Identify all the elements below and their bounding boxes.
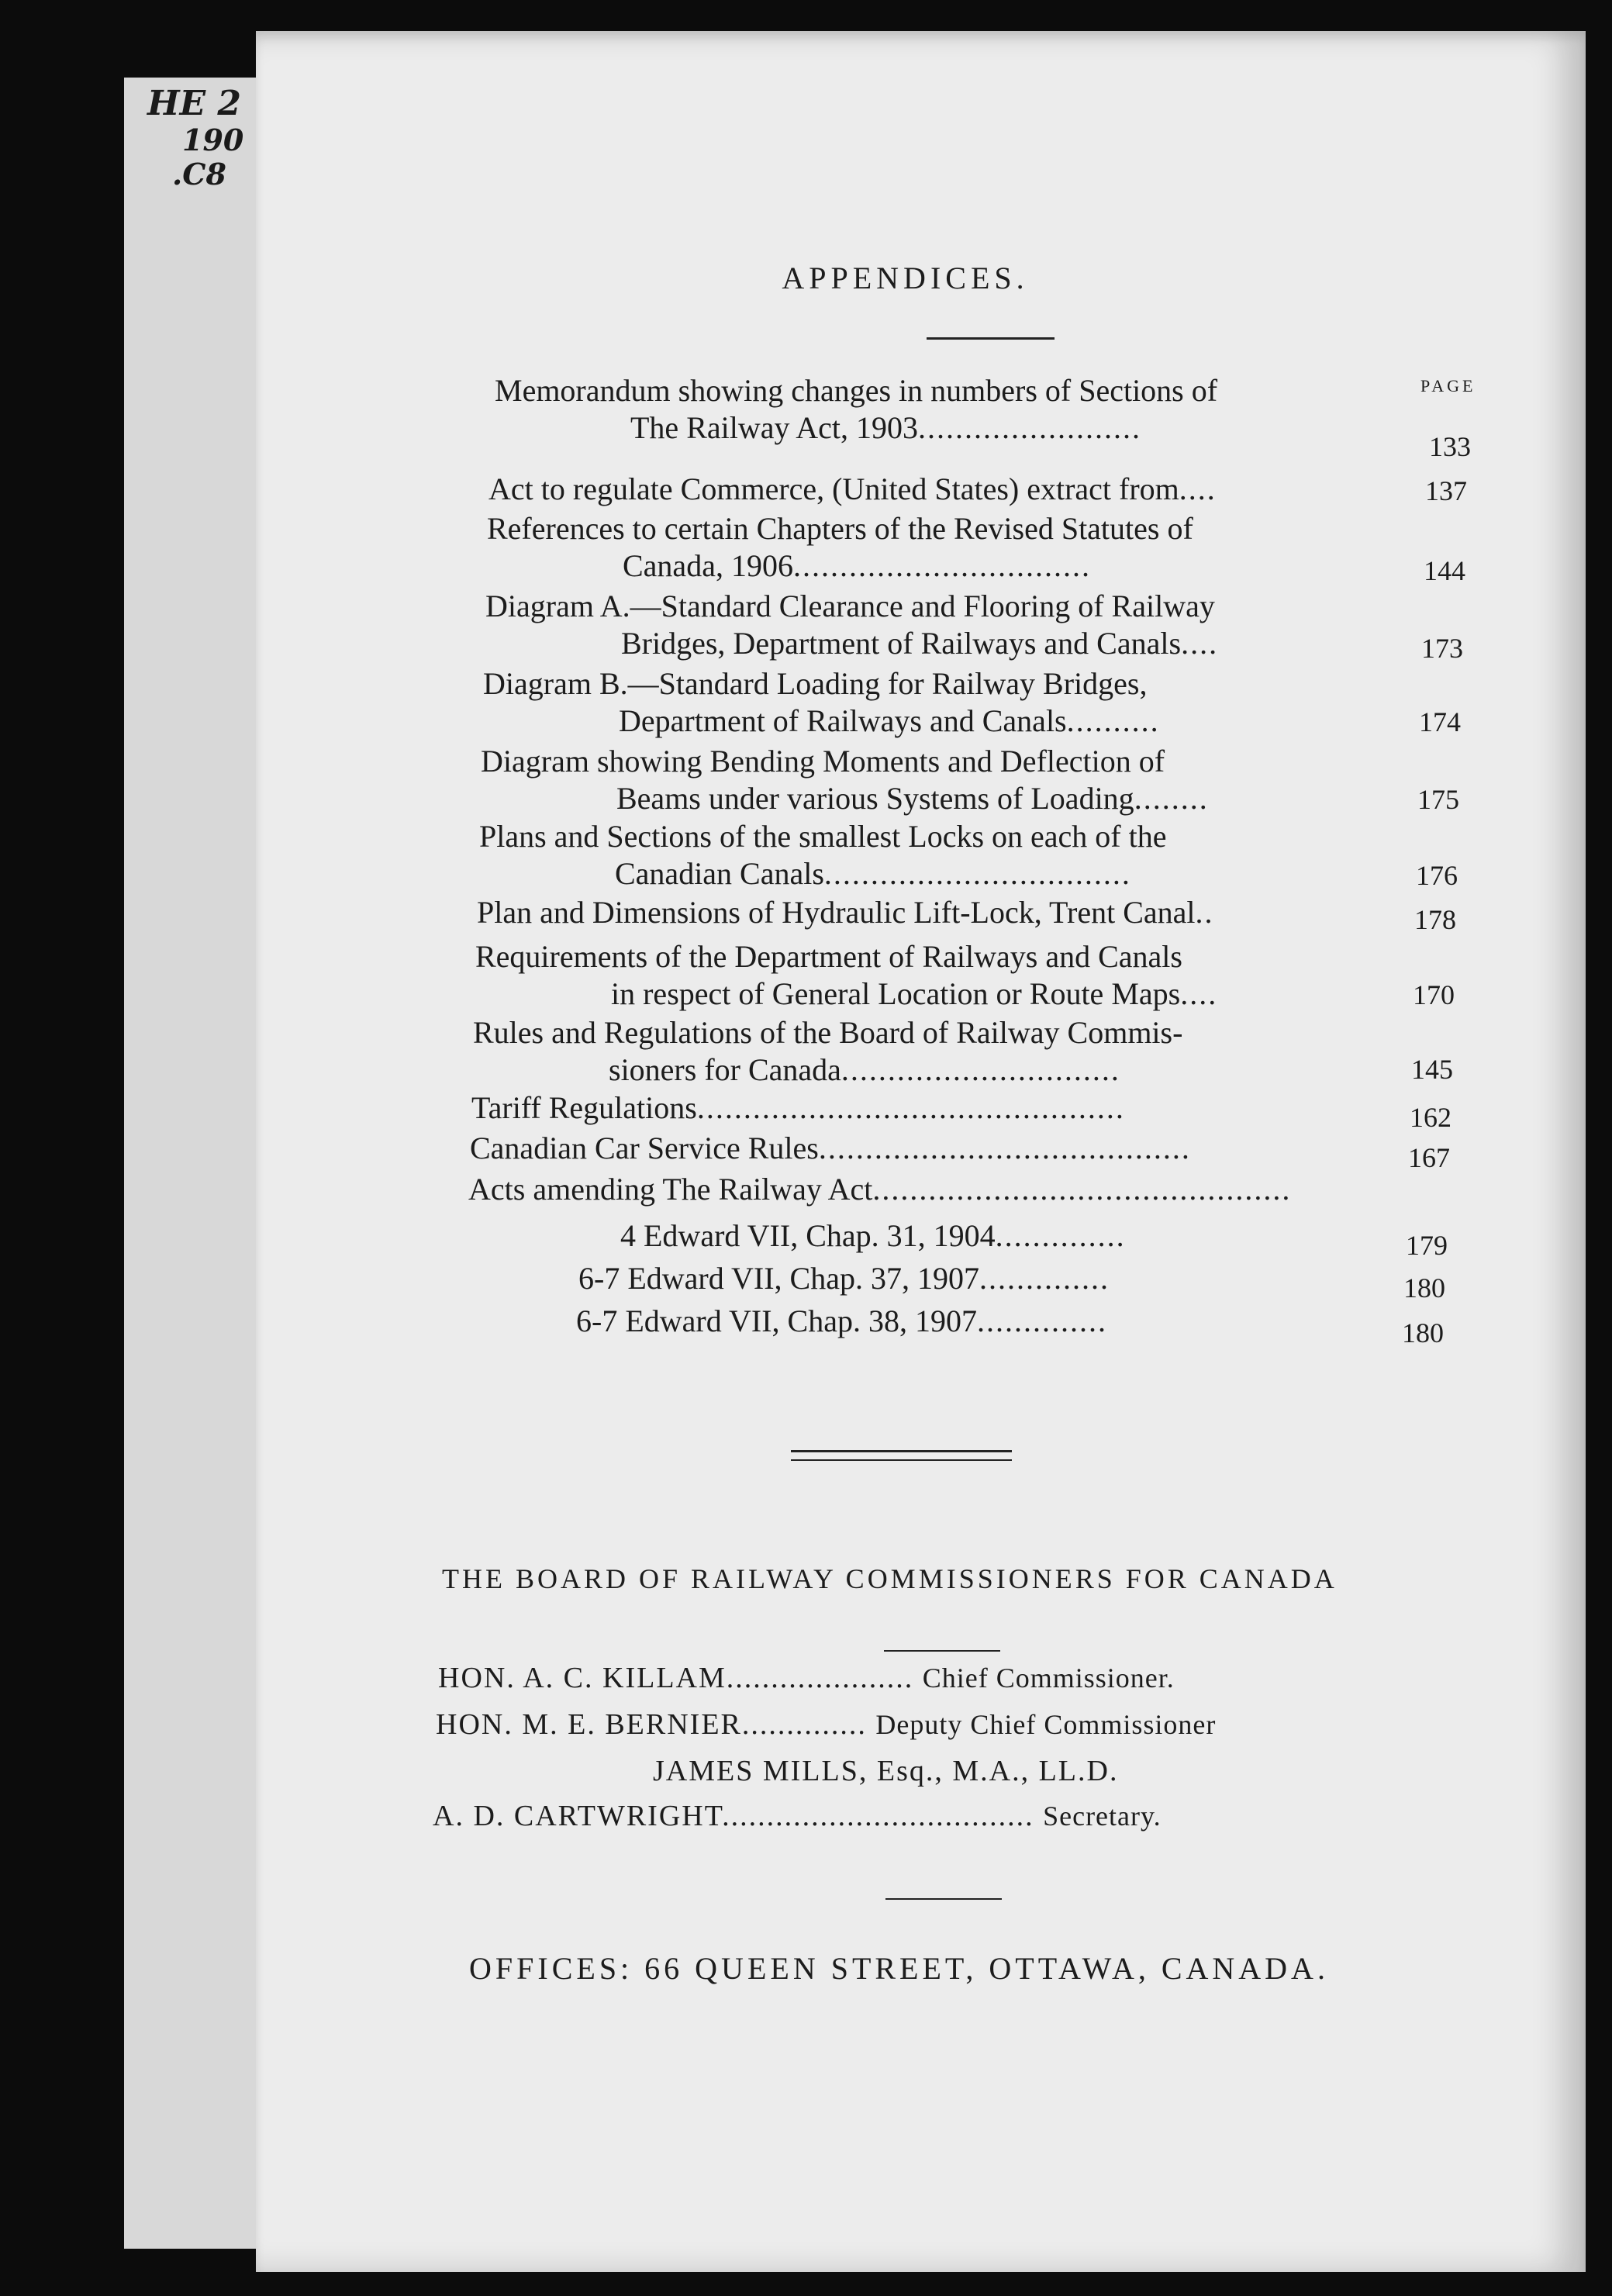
- member-name: HON. M. E. BERNIER: [436, 1708, 742, 1741]
- member-line: HON. M. E. BERNIER.............. Deputy Chief Commissioner: [436, 1708, 1217, 1741]
- document-page: [256, 31, 1586, 2272]
- entry-text: Acts amending The Railway Act: [468, 1172, 873, 1207]
- entry-text-cont: Canadian Canals: [615, 856, 824, 891]
- entry-page: 170: [1413, 979, 1455, 1010]
- entry-text: Tariff Regulations: [471, 1090, 697, 1125]
- toc-entry: Memorandum showing changes in numbers of Sections of The Railway Act, 1903........................: [495, 373, 1218, 445]
- member-line: HON. A. C. KILLAM..................... Chief Commissioner.: [438, 1662, 1175, 1694]
- back-sheet: [124, 78, 271, 2249]
- entry-text-cont: Bridges, Department of Railways and Canals: [621, 626, 1182, 661]
- entry-text-cont: in respect of General Location or Route Maps: [611, 976, 1181, 1011]
- member-name: A. D. CARTWRIGHT: [433, 1800, 723, 1832]
- member-line: A. D. CARTWRIGHT................................... Secretary.: [433, 1800, 1162, 1832]
- entry-text: Requirements of the Department of Railways and Canals: [475, 939, 1182, 974]
- entry-text: Rules and Regulations of the Board of Railway Commis-: [473, 1015, 1183, 1050]
- toc-sub-entry: 6-7 Edward VII, Chap. 37, 1907..............: [578, 1261, 1110, 1296]
- entry-text-cont: Department of Railways and Canals: [619, 703, 1067, 738]
- toc-entry: Diagram showing Bending Moments and Deflection of Beams under various Systems of Loading........: [481, 744, 1209, 816]
- toc-entry: Diagram B.—Standard Loading for Railway Bridges, Department of Railways and Canals..........: [483, 666, 1160, 738]
- member-role: Chief Commissioner.: [922, 1662, 1175, 1694]
- sub-entry-text: 4 Edward VII, Chap. 31, 1904: [620, 1218, 996, 1253]
- toc-entry: Acts amending The Railway Act.............................................: [468, 1172, 1292, 1207]
- margin-note-1: HE 2: [147, 84, 242, 123]
- toc-sub-entry: 6-7 Edward VII, Chap. 38, 1907..............: [576, 1303, 1107, 1338]
- member-role: Deputy Chief Commissioner: [875, 1709, 1217, 1740]
- section-rule: [791, 1459, 1012, 1461]
- page-title: APPENDICES.: [782, 261, 1029, 295]
- entry-text: References to certain Chapters of the Revised Statutes of: [487, 511, 1193, 546]
- sub-entry-page: 180: [1403, 1272, 1445, 1303]
- toc-entry: Requirements of the Department of Railways and Canals in respect of General Location or Route Maps....: [475, 939, 1218, 1011]
- toc-sub-entry: 4 Edward VII, Chap. 31, 1904..............: [620, 1218, 1126, 1253]
- title-rule: [927, 337, 1055, 340]
- toc-entry: Plans and Sections of the smallest Locks on each of the Canadian Canals.................................: [479, 819, 1167, 891]
- toc-entry: Tariff Regulations..............................................: [471, 1090, 1125, 1125]
- margin-note-2: 190: [182, 123, 244, 157]
- sub-entry-page: 180: [1402, 1317, 1444, 1348]
- toc-entry: Rules and Regulations of the Board of Railway Commis- sioners for Canada..............................: [473, 1015, 1183, 1087]
- toc-entry: References to certain Chapters of the Revised Statutes of Canada, 1906................................: [487, 511, 1193, 583]
- entry-page: 137: [1425, 475, 1467, 506]
- board-rule: [884, 1650, 1000, 1652]
- section-rule: [791, 1450, 1012, 1452]
- entry-text-cont: The Railway Act, 1903: [630, 410, 919, 445]
- entry-page: 173: [1421, 633, 1463, 664]
- entry-page: 178: [1414, 904, 1456, 935]
- entry-page: 167: [1408, 1142, 1450, 1173]
- entry-text-cont: Canada, 1906: [623, 548, 793, 583]
- offices-rule: [885, 1898, 1002, 1900]
- entry-text-cont: sioners for Canada: [609, 1052, 841, 1087]
- entry-text: Plan and Dimensions of Hydraulic Lift-Lock, Trent Canal: [477, 895, 1196, 930]
- margin-note-3: .C8: [172, 157, 226, 192]
- toc-entry: Diagram A.—Standard Clearance and Flooring of Railway Bridges, Department of Railways and Canals....: [485, 589, 1219, 661]
- toc-entry: Act to regulate Commerce, (United States) extract from....: [488, 471, 1217, 506]
- entry-text: Diagram showing Bending Moments and Deflection of: [481, 744, 1165, 779]
- entry-text: Diagram A.—Standard Clearance and Flooring of Railway: [485, 589, 1215, 623]
- member-name: HON. A. C. KILLAM: [438, 1662, 727, 1694]
- toc-entry: Plan and Dimensions of Hydraulic Lift-Lock, Trent Canal..: [477, 895, 1214, 930]
- entry-text: Canadian Car Service Rules: [470, 1131, 819, 1165]
- entry-page: 175: [1417, 784, 1459, 815]
- entry-text-cont: Beams under various Systems of Loading: [616, 781, 1134, 816]
- sub-entry-text: 6-7 Edward VII, Chap. 38, 1907: [576, 1303, 977, 1338]
- entry-text: Diagram B.—Standard Loading for Railway Bridges,: [483, 666, 1148, 701]
- page-column-header: PAGE: [1420, 376, 1476, 395]
- toc-entry: Canadian Car Service Rules........................................: [470, 1131, 1191, 1165]
- member-name: JAMES MILLS, Esq., M.A., LL.D.: [653, 1755, 1119, 1787]
- entry-page: 145: [1411, 1054, 1453, 1085]
- entry-text: Memorandum showing changes in numbers of Sections of: [495, 373, 1218, 408]
- entry-page: 176: [1416, 860, 1458, 891]
- entry-page: 144: [1424, 555, 1465, 586]
- entry-page: 162: [1410, 1102, 1451, 1133]
- entry-page: 174: [1419, 706, 1461, 737]
- entry-text: Plans and Sections of the smallest Locks on each of the: [479, 819, 1167, 854]
- board-heading: THE BOARD OF RAILWAY COMMISSIONERS FOR CANADA: [442, 1563, 1338, 1594]
- entry-page: 133: [1429, 431, 1471, 462]
- entry-text: Act to regulate Commerce, (United States) extract from: [488, 471, 1179, 506]
- member-role: Secretary.: [1043, 1801, 1162, 1832]
- sub-entry-page: 179: [1406, 1230, 1448, 1261]
- offices-address: OFFICES: 66 QUEEN STREET, OTTAWA, CANADA.: [469, 1951, 1329, 1986]
- sub-entry-text: 6-7 Edward VII, Chap. 37, 1907: [578, 1261, 979, 1296]
- member-line: [653, 1754, 1118, 1788]
